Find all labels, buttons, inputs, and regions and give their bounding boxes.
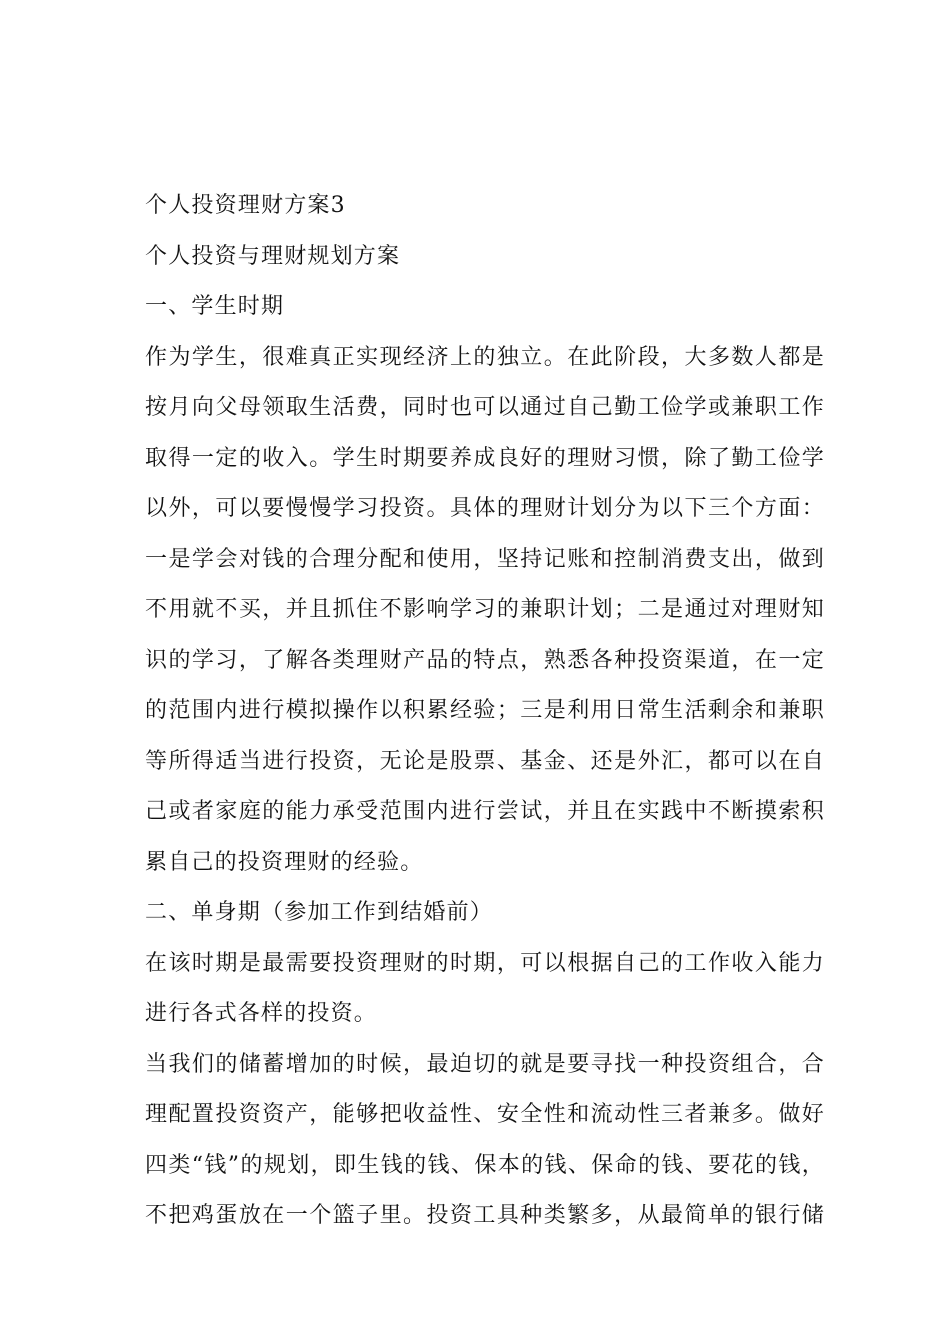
paragraph-line: 的范围内进行模拟操作以积累经验；三是利用日常生活剩余和兼职 (145, 698, 825, 723)
section-heading-student: 一、学生时期 (145, 294, 285, 319)
paragraph-line: 一是学会对钱的合理分配和使用，坚持记账和控制消费支出，做到 (145, 546, 825, 572)
paragraph-line: 等所得适当进行投资，无论是股票、基金、还是外汇，都可以在自 (145, 748, 825, 774)
paragraph-line: 不用就不买，并且抓住不影响学习的兼职计划；二是通过对理财知 (145, 597, 825, 622)
document-title: 个人投资理财方案3 (145, 193, 346, 218)
paragraph-line: 作为学生，很难真正实现经济上的独立。在此阶段，大多数人都是 (145, 344, 825, 370)
section-heading-single: 二、单身期（参加工作到结婚前） (145, 900, 494, 925)
paragraph-line: 四类“钱”的规划，即生钱的钱、保本的钱、保命的钱、要花的钱， (145, 1152, 825, 1178)
document-body (145, 181, 825, 1242)
paragraph-line: 取得一定的收入。学生时期要养成良好的理财习惯，除了勤工俭学 (145, 445, 825, 471)
paragraph-line: 进行各式各样的投资。 (145, 1001, 378, 1026)
paragraph-line: 不把鸡蛋放在一个篮子里。投资工具种类繁多，从最简单的银行储 (145, 1203, 825, 1228)
paragraph-line: 当我们的储蓄增加的时候，最迫切的就是要寻找一种投资组合，合 (145, 1051, 825, 1077)
paragraph-line: 己或者家庭的能力承受范围内进行尝试，并且在实践中不断摸索积 (145, 799, 825, 824)
paragraph-line: 识的学习，了解各类理财产品的特点，熟悉各种投资渠道，在一定 (145, 647, 825, 673)
paragraph-line: 累自己的投资理财的经验。 (145, 849, 424, 875)
paragraph-line: 在该时期是最需要投资理财的时期，可以根据自己的工作收入能力 (145, 950, 825, 976)
paragraph-line: 按月向父母领取生活费，同时也可以通过自己勤工俭学或兼职工作 (145, 395, 825, 420)
document-subtitle: 个人投资与理财规划方案 (145, 243, 401, 269)
paragraph-line: 以外，可以要慢慢学习投资。具体的理财计划分为以下三个方面： (145, 496, 825, 521)
paragraph-line: 理配置投资资产，能够把收益性、安全性和流动性三者兼多。做好 (145, 1102, 825, 1127)
